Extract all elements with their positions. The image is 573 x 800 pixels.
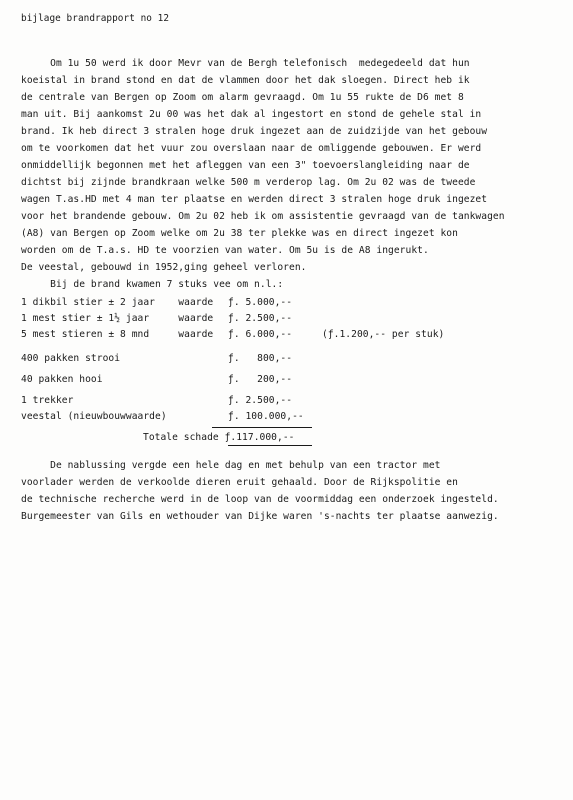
loss-item-amount: ƒ. 2.500,-- (228, 313, 293, 324)
paragraph1-line: worden om de T.a.s. HD te voorzien van water. Om 5u is de A8 ingerukt. (21, 245, 429, 256)
paragraph1-line: Om 1u 50 werd ik door Mevr van de Bergh telefonisch medegedeeld dat hun (21, 58, 470, 69)
loss-item-desc: 1 mest stier ± 1½ jaar waarde (21, 313, 214, 324)
paragraph2-line: Burgemeester van Gils en wethouder van Dijke waren 's-nachts ter plaatse aanwezig. (21, 511, 499, 522)
loss-item-amount: ƒ. 200,-- (228, 374, 293, 385)
loss-item-amount: ƒ. 100.000,-- (228, 411, 304, 422)
paragraph1-line: koeistal in brand stond en dat de vlammen door het dak sloegen. Direct heb ik (21, 75, 470, 86)
paragraph1-line: (A8) van Bergen op Zoom welke om 2u 38 ter plekke was en direct ingezet kon (21, 228, 458, 239)
paragraph1-line: de centrale van Bergen op Zoom om alarm gevraagd. Om 1u 55 rukte de D6 met 8 (21, 92, 464, 103)
paragraph1-line: wagen T.as.HD met 4 man ter plaatse en werden direct 3 stralen hoge druk ingezet (21, 194, 488, 205)
sum-rule (212, 427, 312, 428)
loss-item-desc: 5 mest stieren ± 8 mnd waarde (21, 329, 214, 340)
veestal-line: De veestal, gebouwd in 1952,ging geheel verloren. (21, 262, 307, 273)
loss-item-amount: ƒ. 5.000,-- (228, 297, 293, 308)
loss-item-note: (ƒ.1.200,-- per stuk) (322, 329, 445, 340)
loss-item-desc: veestal (nieuwbouwwaarde) (21, 411, 167, 422)
loss-item-desc: 1 trekker (21, 395, 74, 406)
paragraph2-line: de technische recherche werd in de loop van de voormiddag een onderzoek ingesteld. (21, 494, 499, 505)
paragraph2-line: De nablussing vergde een hele dag en met behulp van een tractor met (21, 460, 441, 471)
loss-item-desc: 1 dikbil stier ± 2 jaar waarde (21, 297, 214, 308)
loss-item-amount: ƒ. 6.000,-- (228, 329, 293, 340)
paragraph1-line: voor het brandende gebouw. Om 2u 02 heb ik om assistentie gevraagd van de tankwagen (21, 211, 505, 222)
loss-item-desc: 40 pakken hooi (21, 374, 103, 385)
paragraph1-line: dichtst bij zijnde brandkraan welke 500 m verderop lag. Om 2u 02 was de tweede (21, 177, 476, 188)
document-header: bijlage brandrapport no 12 (21, 13, 170, 24)
total-underline (228, 445, 312, 446)
paragraph1-line: brand. Ik heb direct 3 stralen hoge druk ingezet aan de zuidzijde van het gebouw (21, 126, 488, 137)
loss-item-amount: ƒ. 800,-- (228, 353, 293, 364)
paragraph2-line: voorlader werden de verkoolde dieren eruit gehaald. Door de Rijkspolitie en (21, 477, 458, 488)
vee-intro: Bij de brand kwamen 7 stuks vee om n.l.: (21, 279, 284, 290)
paragraph1-line: man uit. Bij aankomst 2u 00 was het dak al ingestort en stond de gehele stal in (21, 109, 482, 120)
loss-item-amount: ƒ. 2.500,-- (228, 395, 293, 406)
paragraph1-line: om te voorkomen dat het vuur zou overslaan naar de omliggende gebouwen. Er werd (21, 143, 482, 154)
total-line: Totale schade ƒ.117.000,-- (143, 432, 295, 443)
loss-item-desc: 400 pakken strooi (21, 353, 121, 364)
paragraph1-line: onmiddellijk begonnen met het afleggen van een 3" toevoerslangleiding naar de (21, 160, 470, 171)
